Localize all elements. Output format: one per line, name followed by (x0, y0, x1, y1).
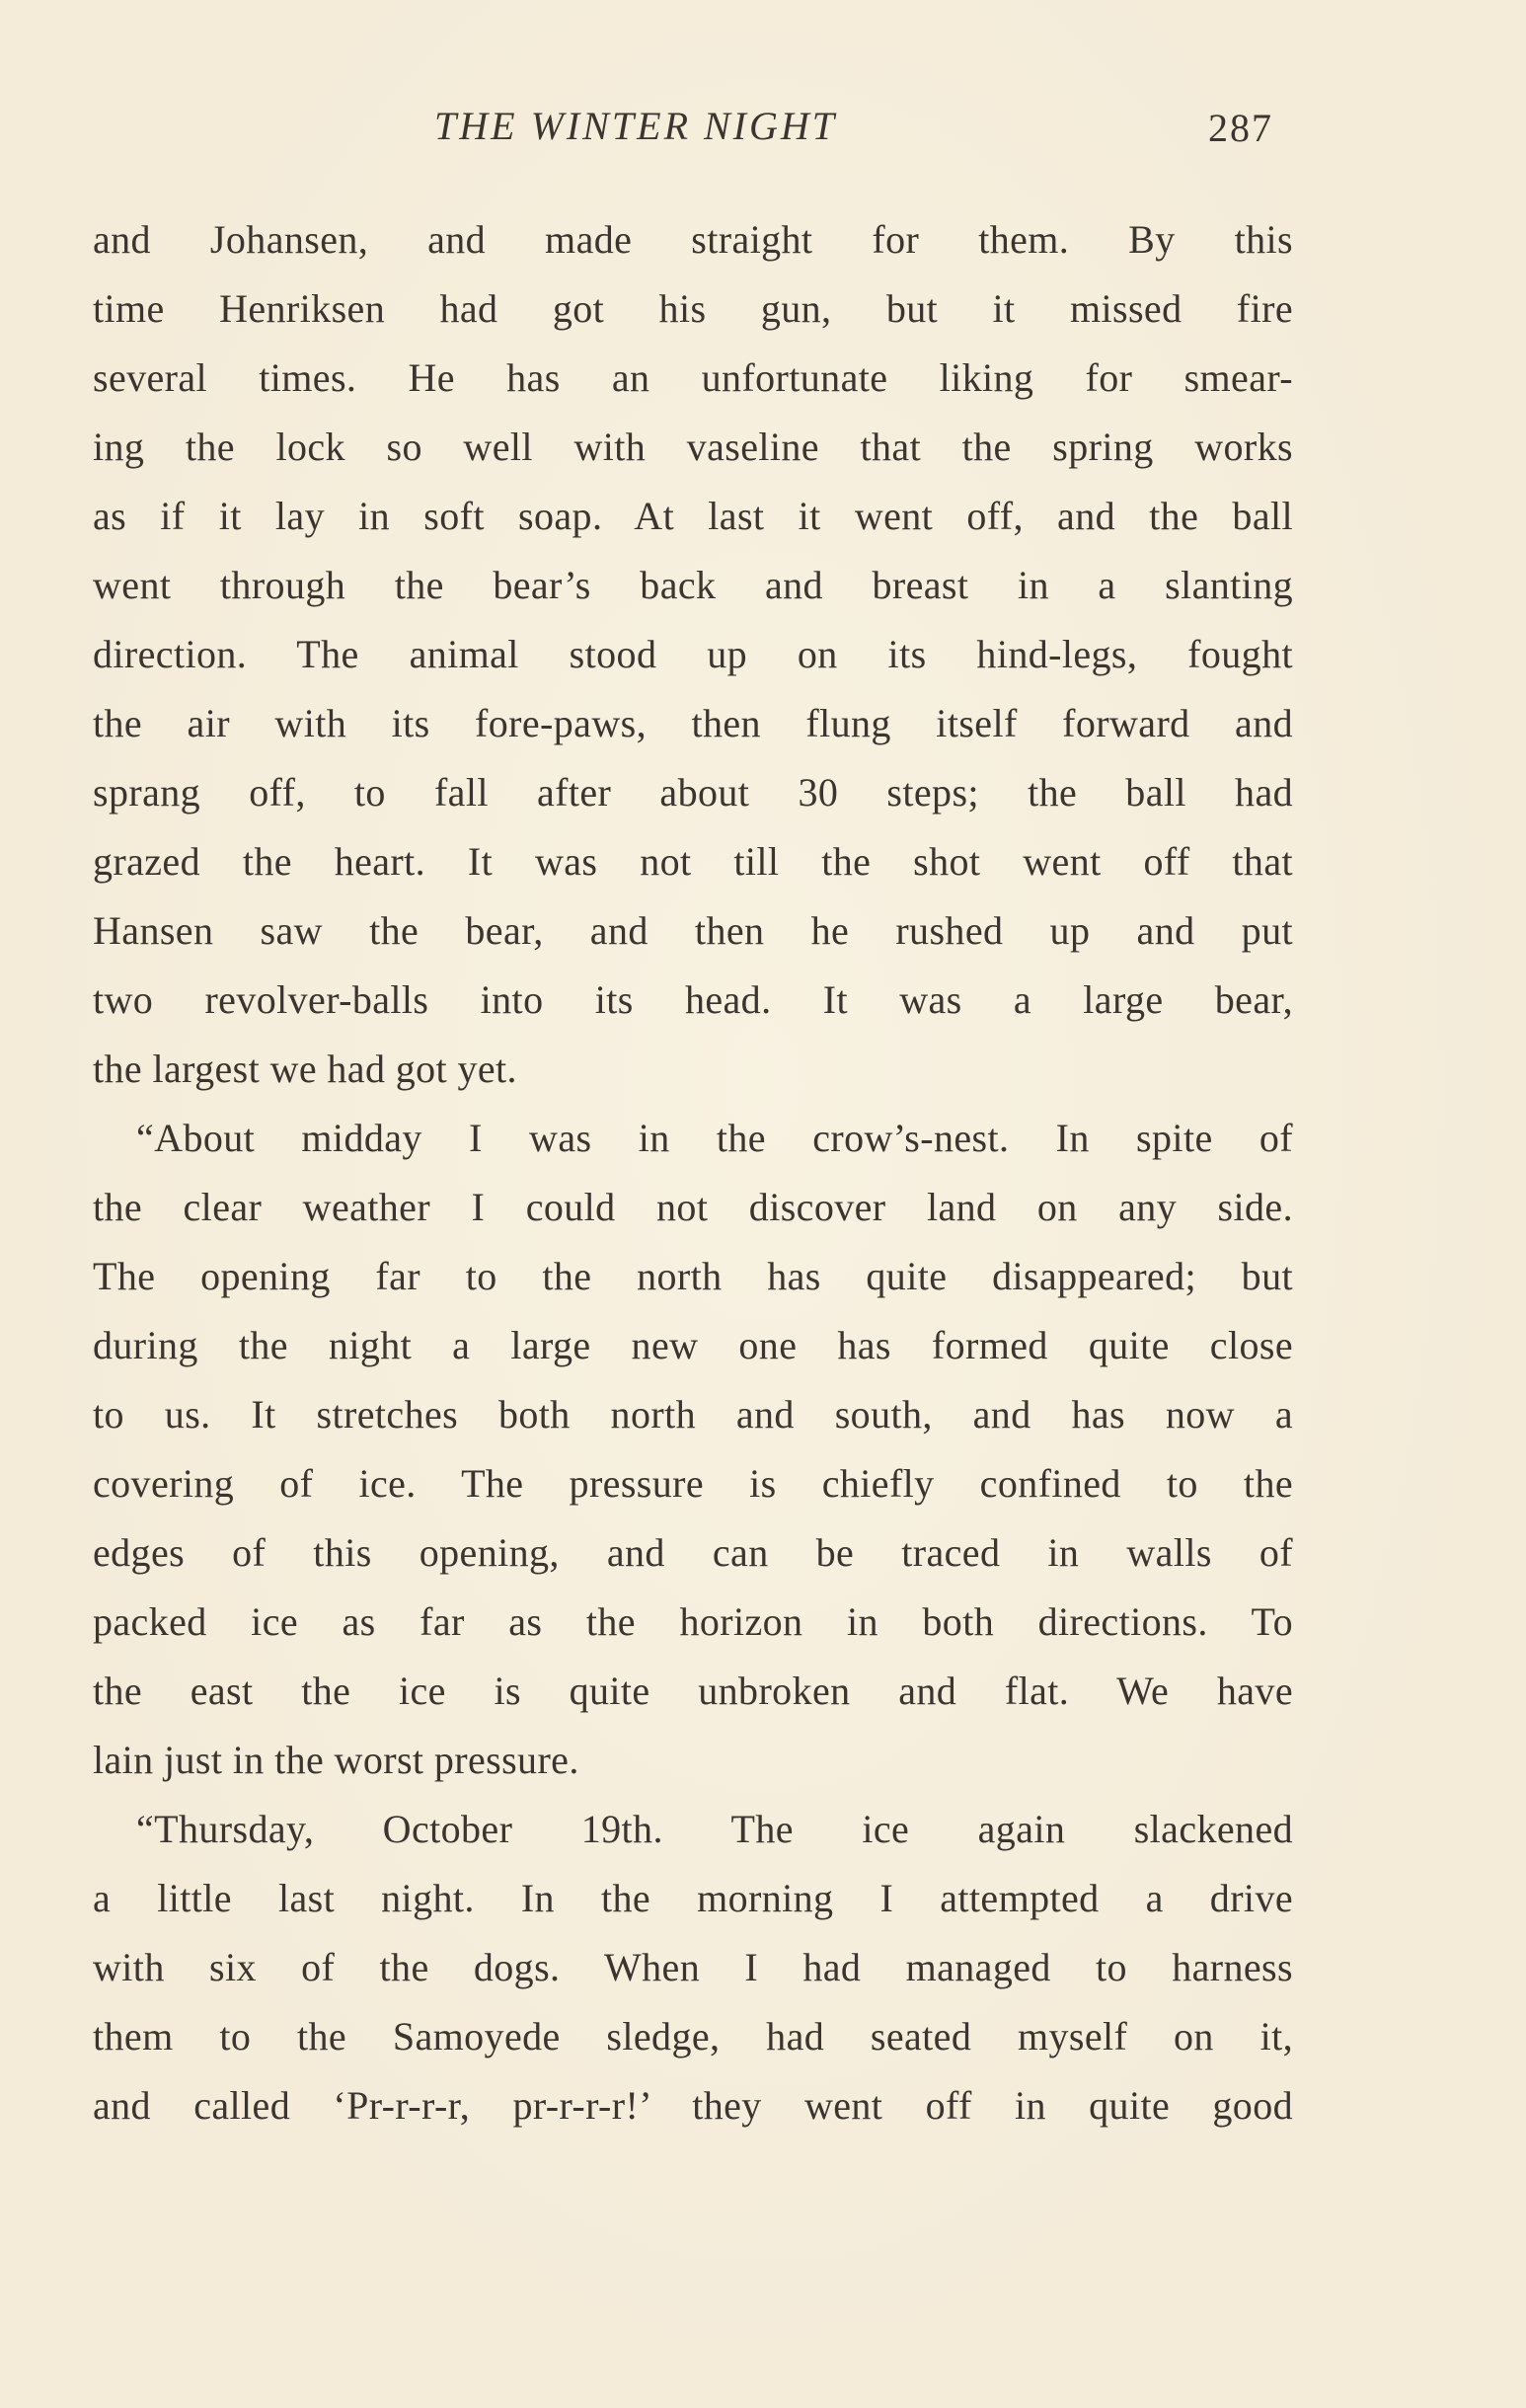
text-line: direction. The animal stood up on its hind-legs, fought (93, 632, 1293, 676)
text-line: grazed the heart. It was not till the shot went off that (93, 839, 1293, 884)
text-line: them to the Samoyede sledge, had seated myself on it, (93, 2014, 1293, 2058)
text-line: a little last night. In the morning I attempted a drive (93, 1876, 1293, 1920)
text-line: during the night a large new one has formed quite close (93, 1323, 1293, 1367)
text-line: several times. He has an unfortunate liking for smear- (93, 355, 1293, 400)
text-line: covering of ice. The pressure is chiefly confined to the (93, 1461, 1293, 1506)
text-line: The opening far to the north has quite disappeared; but (93, 1254, 1293, 1298)
text-line: ing the lock so well with vaseline that the spring works (93, 425, 1293, 469)
text-line: “About midday I was in the crow’s-nest. In spite of (136, 1116, 1293, 1160)
text-line: the east the ice is quite unbroken and flat. We have (93, 1669, 1293, 1713)
body-text (93, 205, 1293, 2140)
text-line: to us. It stretches both north and south, and has now a (93, 1392, 1293, 1437)
text-line: “Thursday, October 19th. The ice again slackened (136, 1807, 1293, 1851)
running-title: THE WINTER NIGHT (434, 104, 838, 148)
text-line: packed ice as far as the horizon in both directions. To (93, 1599, 1293, 1644)
text-line: and called ‘Pr-r-r-r, pr-r-r-r!’ they went off in quite good (93, 2083, 1293, 2128)
running-head (0, 97, 1526, 156)
text-line: went through the bear’s back and breast in a slanting (93, 563, 1293, 607)
text-line: two revolver-balls into its head. It was a large bear, (93, 977, 1293, 1022)
text-line: edges of this opening, and can be traced in walls of (93, 1530, 1293, 1575)
text-line: Hansen saw the bear, and then he rushed up and put (93, 908, 1293, 953)
text-line: the clear weather I could not discover land on any side. (93, 1185, 1293, 1229)
text-line: the air with its fore-paws, then flung itself forward and (93, 701, 1293, 745)
page-number: 287 (1208, 106, 1273, 150)
text-line: lain just in the worst pressure. (93, 1738, 579, 1782)
text-line: and Johansen, and made straight for them. By this (93, 217, 1293, 262)
text-line: the largest we had got yet. (93, 1047, 517, 1091)
text-line: with six of the dogs. When I had managed to harness (93, 1945, 1293, 1989)
text-line: as if it lay in soft soap. At last it went off, and the ball (93, 494, 1293, 538)
text-line: sprang off, to fall after about 30 steps; the ball had (93, 770, 1293, 815)
text-line: time Henriksen had got his gun, but it missed fire (93, 286, 1293, 331)
